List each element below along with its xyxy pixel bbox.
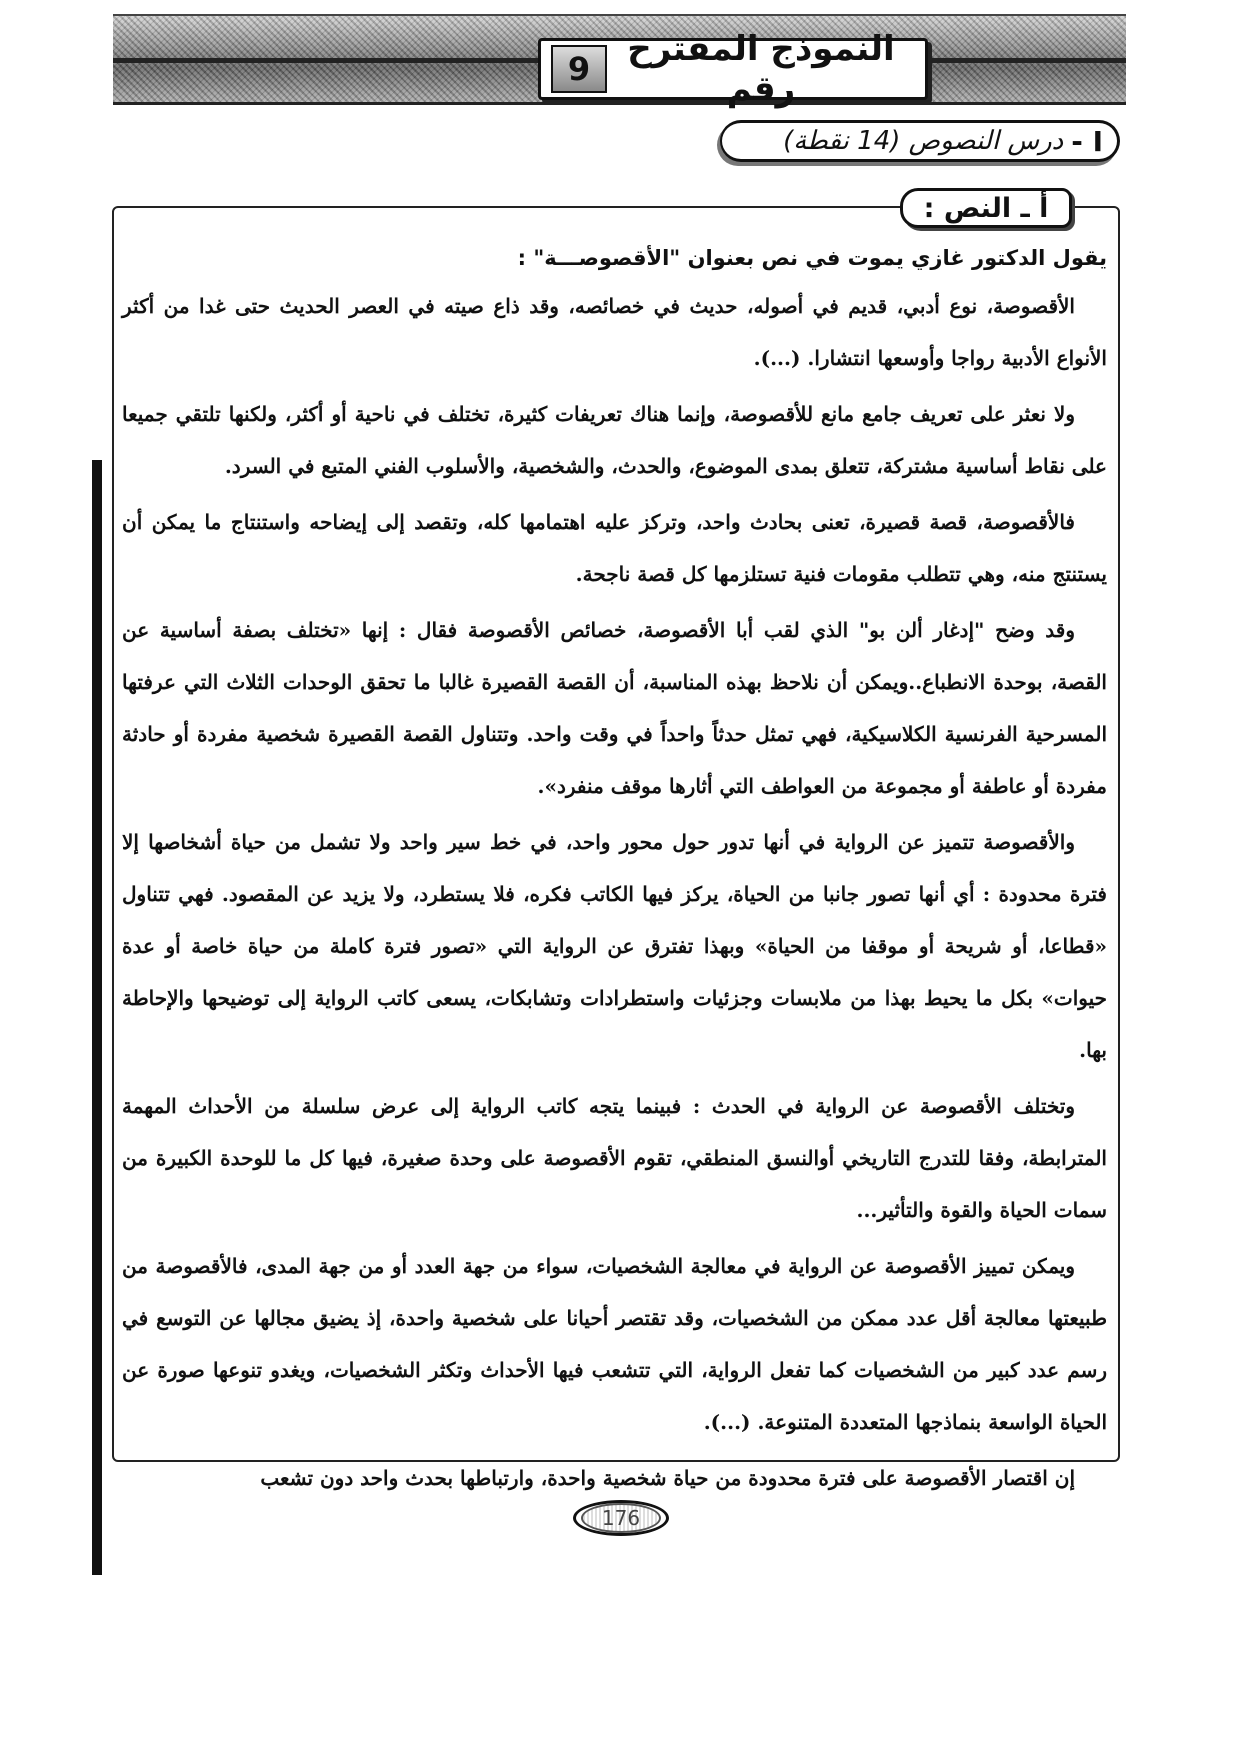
paragraph-3: فالأقصوصة، قصة قصيرة، تعنى بحادث واحد، وتركز عليه اهتمامها كله، وتقصد إلى إيضاحه واستنتاج ما يمكن أن يستنتج منه، وهي تتطلب مقومات فنية تستلزمها كل قصة ناجحة. (122, 510, 1107, 586)
paragraph-1: الأقصوصة، نوع أدبي، قديم في أصوله، حديث في خصائصه، وقد ذاع صيته في العصر الحديث حتى غدا من أكثر الأنواع الأدبية رواجا وأوسعها انتشارا. (...). (122, 294, 1107, 370)
title-box (538, 29, 928, 109)
paragraph-5: والأقصوصة تتميز عن الرواية في أنها تدور حول محور واحد، في خط سير واحد ولا تشمل من حياة أشخاصها إلا فترة محدودة : أي أنها تصور جانبا من الحياة، يركز فيها الكاتب فكره، فلا يستطرد، ولا يزيد عن المقصود. فهي تتناول «قطاعا، أو شريحة أو موقفا من الحياة» وبهذا تفترق عن الرواية التي «تصور فترة كاملة من حياة خاصة أو عدة حيوات» بكل ما يحيط بهذا من ملابسات وجزئيات واستطرادات وتشابكات، يسعى كاتب الرواية إلى توضيحها والإحاطة بها. (122, 830, 1107, 1062)
paragraph-4: وقد وضح "إدغار ألن بو" الذي لقب أبا الأقصوصة، خصائص الأقصوصة فقال : إنها «تختلف بصفة أساسية عن القصة، بوحدة الانطباع..ويمكن أن نلاحظ بهذه المناسبة، أن القصة القصيرة غالبا ما تحقق الوحدات الثلاث التي عرفتها المسرحية الفرنسية الكلاسيكية، فهي تمثل حدثاً واحداً في وقت واحد. وتتناول القصة القصيرة شخصية مفردة أو حادثة مفردة أو عاطفة أو مجموعة من العواطف التي أثارها موقف منفرد». (122, 618, 1107, 798)
page-number-badge (573, 1500, 669, 1536)
model-number-badge: 9 (551, 45, 607, 93)
frame-left-shadow (92, 460, 102, 1575)
section-label: درس النصوص (14 نقطة) (783, 126, 1064, 156)
paragraph-6: وتختلف الأقصوصة عن الرواية في الحدث : فبينما يتجه كاتب الرواية إلى عرض سلسلة من الأحداث المهمة المترابطة، وفقا للتدرج التاريخي أوالنسق المنطقي، تقوم الأقصوصة على وحدة صغيرة، فيها كل ما للوحدة الكبيرة من سمات الحياة والقوة والتأثير... (122, 1094, 1107, 1222)
section-numeral: I - (1071, 124, 1103, 158)
paragraph-7: ويمكن تمييز الأقصوصة عن الرواية في معالجة الشخصيات، سواء من جهة العدد أو من جهة المدى، فالأقصوصة من طبيعتها معالجة أقل عدد ممكن من الشخصيات، وقد تقتصر أحيانا على شخصية واحدة، إذ يضيق مجالها عن التوسع في رسم عدد كبير من الشخصيات كما تفعل الرواية، التي تتشعب فيها الأحداث وتكثر الشخصيات، ويغدو تنوعها صورة عن الحياة الواسعة بنماذجها المتعددة المتنوعة. (...). (122, 1254, 1107, 1434)
section-heading (700, 120, 1120, 166)
paragraph-2: ولا نعثر على تعريف جامع مانع للأقصوصة، وإنما هناك تعريفات كثيرة، تختلف في ناحية أو أكثر، ولكنها تلتقي جميعا على نقاط أساسية مشتركة، تتعلق بمدى الموضوع، والحدث، والشخصية، والأسلوب الفني المتبع في السرد. (122, 402, 1107, 478)
paragraph-8: إن اقتصار الأقصوصة على فترة محدودة من حياة شخصية واحدة، وارتباطها بحدث واحد دون تشعب (260, 1466, 1075, 1490)
section-pill (720, 120, 1120, 162)
page-number: 176 (581, 1503, 661, 1533)
text-tab-label: أ ـ النص : (900, 188, 1072, 228)
page-title: النموذج المقترح رقم (627, 29, 895, 109)
text-body (122, 238, 1107, 1508)
intro-line: يقول الدكتور غازي يموت في نص بعنوان "الأقصوصـــة" : (517, 246, 1107, 270)
header-banner (113, 14, 1126, 109)
